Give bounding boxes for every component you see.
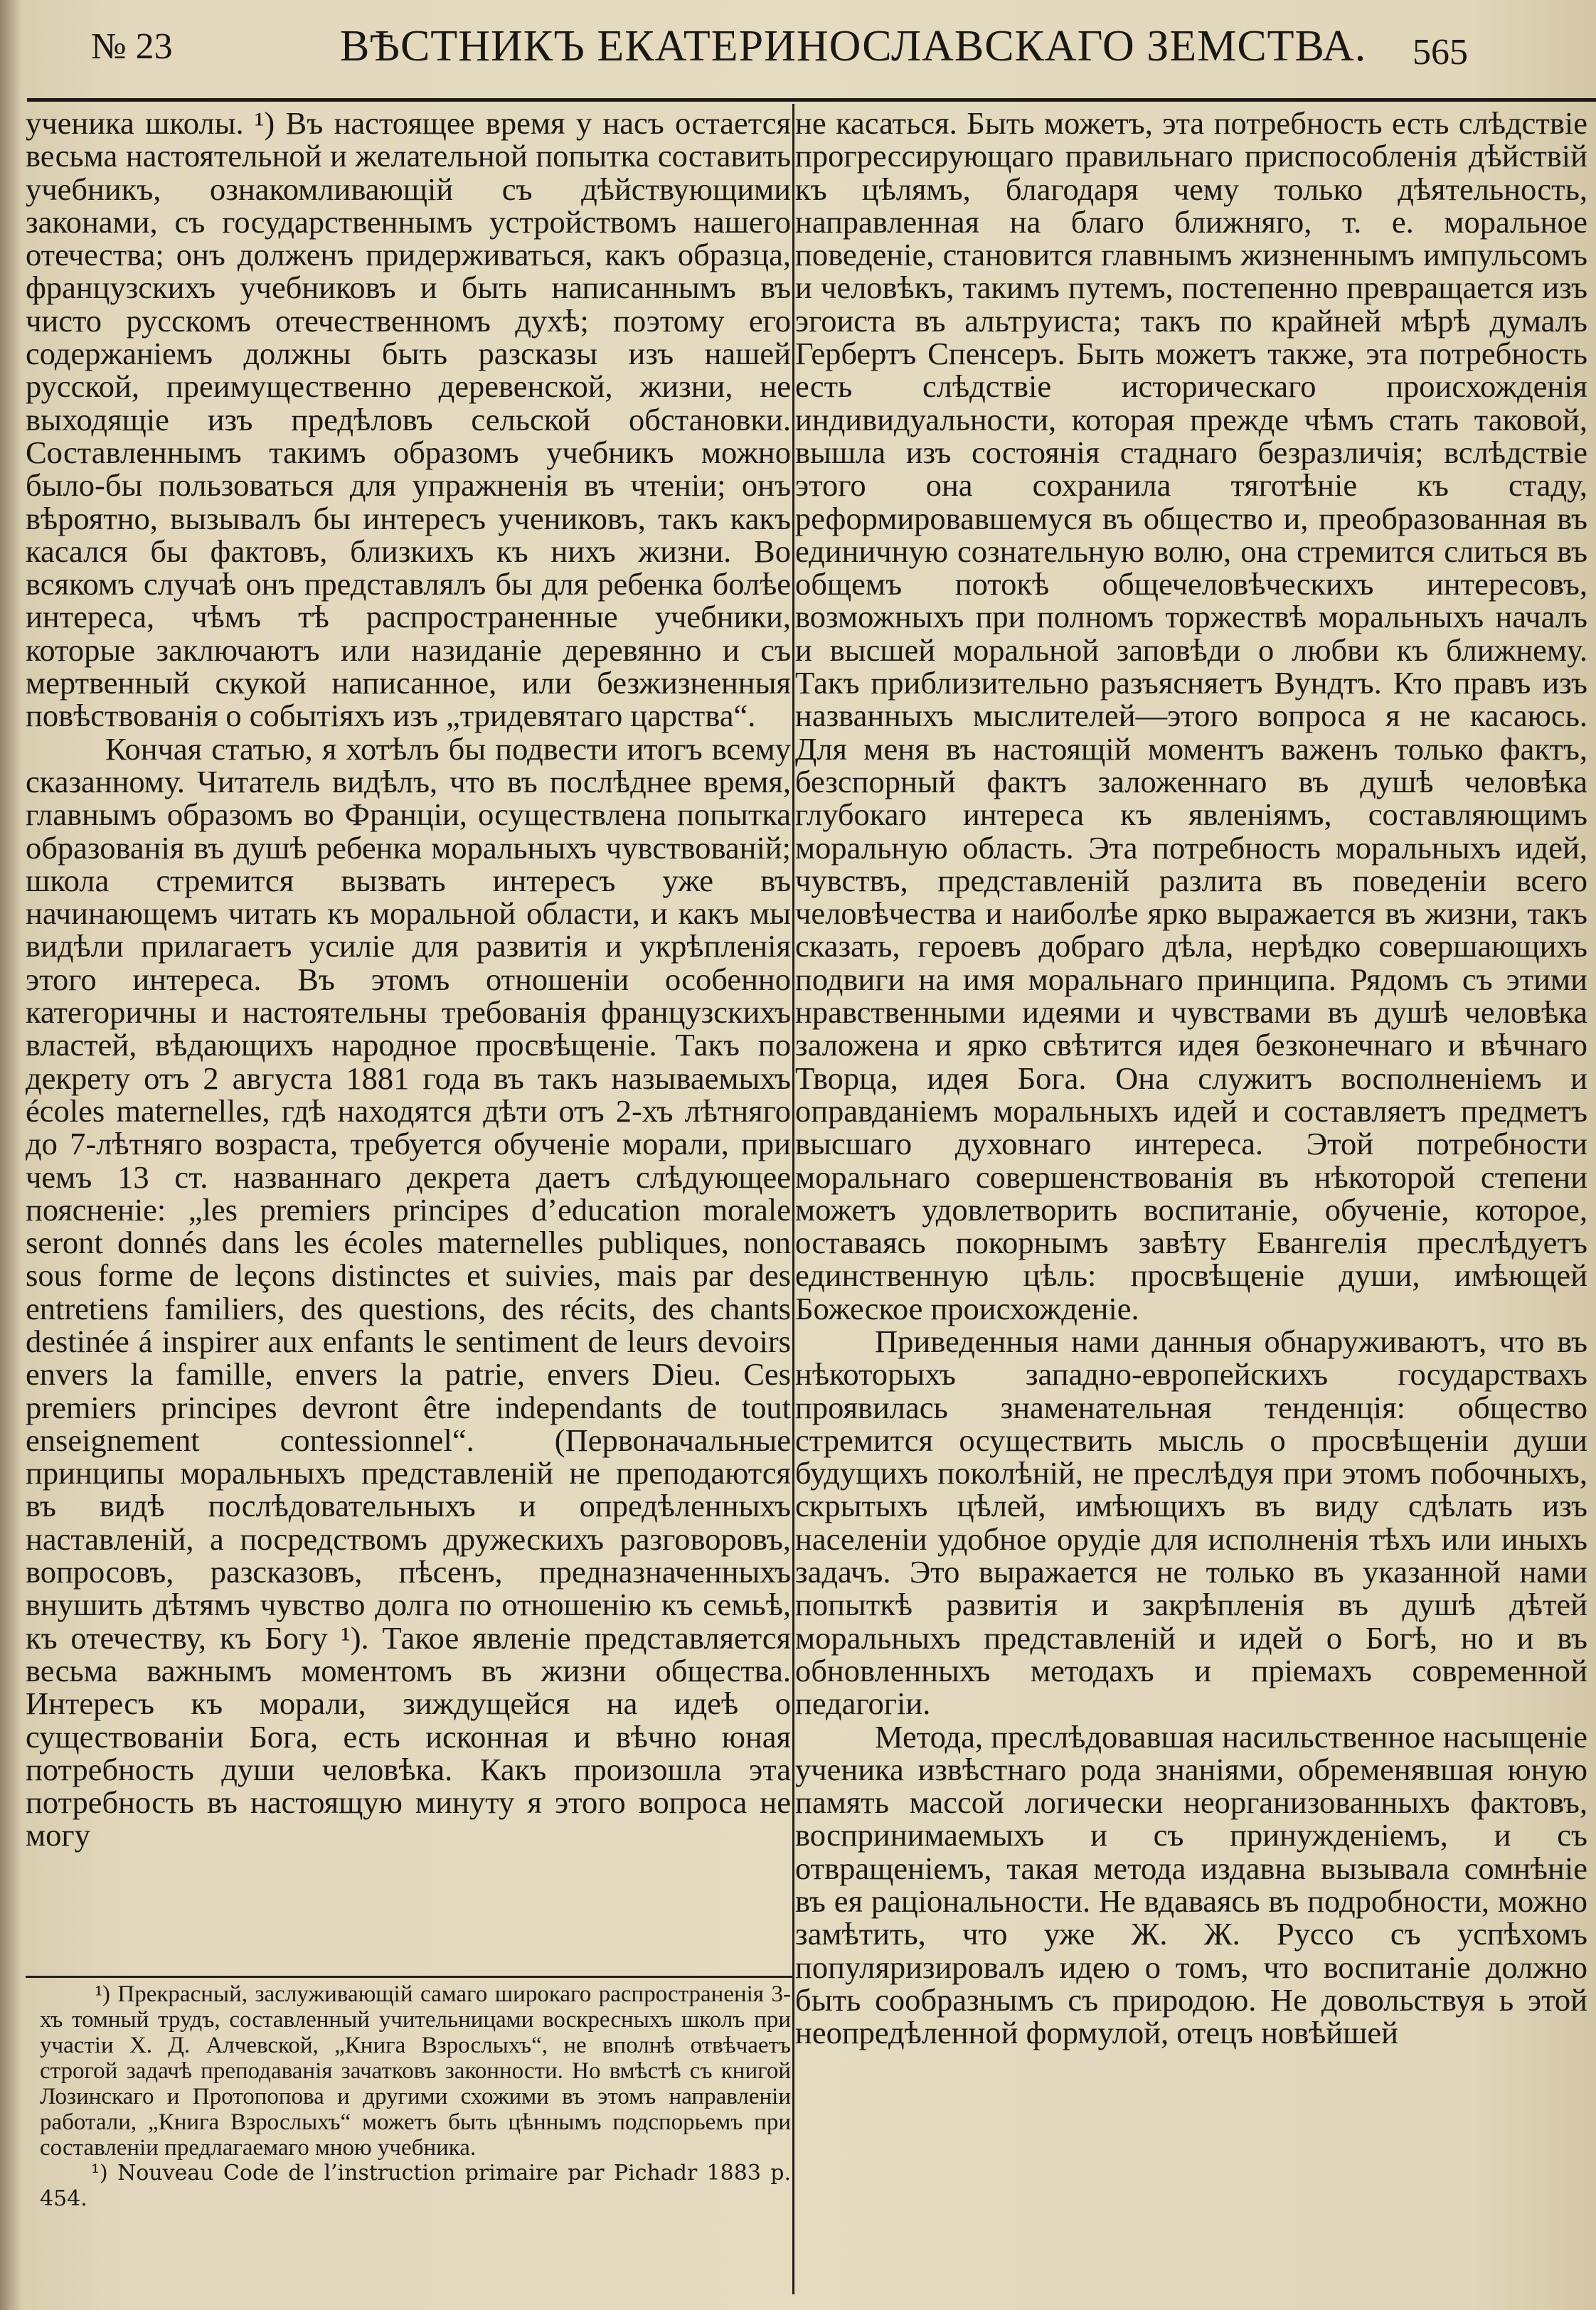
left-paragraph-2: Кончая статью, я хотѣлъ бы подвести итогъ всему сказанному. Читатель видѣлъ, что въ послѣднее время, главнымъ образомъ во Франціи, осуществлена попытка образованія въ душѣ ребенка моральныхъ чувствованій; школа стремится вызвать интересъ уже въ начинающемъ читать къ моральной области, и какъ мы видѣли прилагаетъ усиліе для развитія и укрѣпленія этого интереса. Въ этомъ отношеніи особенно категоричны и настоятельны требованія французскихъ властей, вѣдающихъ народное просвѣщеніе. Такъ по декрету отъ 2 августа 1881 года въ такъ называемыхъ écoles maternelles, гдѣ находятся дѣти отъ 2-хъ лѣтняго до 7-лѣтняго возраста, требуется обученіе морали, при чемъ 13 ст. названнаго декрета даетъ слѣдующее поясненіе: „les premiers principes d’education morale seront donnés dans les écoles maternelles publiques, non sous forme de leçons distinctes et suivies, mais par des entretiens familiers, des questions, des récits, des chants destinée á inspirer aux enfants le sentiment de leurs devoirs envers la famille, envers la patrie, envers Dieu. Ces premiers principes devront être independants de tout enseignement contessionnel“. (Первоначальные принципы моральныхъ представленій не преподаются въ видѣ послѣдовательныхъ и опредѣленныхъ наставленій, а посредствомъ дружескихъ разговоровъ, вопросовъ, разсказовъ, пѣсенъ, предназначенныхъ внушить дѣтямъ чувство долга по отношенію къ семьѣ, къ отечеству, къ Богу ¹). Такое явленіе представляется весьма важнымъ моментомъ въ жизни общества. Интересъ къ морали, зиждущейся на идеѣ о существованіи Бога, есть исконная и вѣчно юная потребность души человѣка. Какъ произошла эта потребность въ настоящую минуту я этого вопроса не могу [26, 730, 791, 1853]
right-paragraph-2: Приведенныя нами данныя обнаруживаютъ, что въ нѣкоторыхъ западно-европейскихъ государствахъ проявилась знаменательная тенденція: общество стремится осуществить мысль о просвѣщеніи души будущихъ поколѣній, не преслѣдуя при этомъ побочныхъ, скрытыхъ цѣлей, имѣющихъ въ виду сдѣлать изъ населеніи удобное орудіе для исполненія тѣхъ или иныхъ задачъ. Это выражается не только въ указанной нами попыткѣ развитія и закрѣпленія въ душѣ дѣтей моральныхъ представленій и идей о Богѣ, но и въ обновленныхъ методахъ и пріемахъ современной педагогіи. [795, 1323, 1587, 1722]
footnote-2: ¹) Nouveau Code de l’instruction primaire par Pichadr 1883 p. 454. [40, 2161, 791, 2211]
footnotes [40, 1981, 791, 2212]
page-edge-shadow [0, 0, 21, 2310]
right-paragraph-1: не касаться. Быть можетъ, эта потребность есть слѣдствіе прогрессирующаго правильнаго приспособленія дѣйствій къ цѣлямъ, благодаря чему только дѣятельность, направленная на благо ближняго, т. е. моральное поведеніе, становится главнымъ жизненнымъ импульсомъ и человѣкъ, такимъ путемъ, постепенно превращается изъ эгоиста въ альтруиста; такъ по крайней мѣрѣ думалъ Гербертъ Спенсеръ. Быть можетъ также, эта потребность есть слѣдствіе историческаго происхожденія индивидуальности, которая прежде чѣмъ стать таковой, вышла изъ состоянія стаднаго безразличія; вслѣдствіе этого она сохранила тяготѣніе къ стаду, реформировавшемуся въ общество и, преобразованная въ единичную сознательную волю, она стремится слиться въ общемъ потокѣ общечеловѣческихъ интересовъ, возможныхъ при полномъ торжествѣ моральныхъ началъ и высшей моральной заповѣди о любви къ ближнему. Такъ приблизительно разъясняетъ Вундтъ. Кто правъ изъ названныхъ мыслителей—этого вопроса я не касаюсь. Для меня въ настоящій моментъ важенъ только фактъ, безспорный фактъ заложеннаго въ душѣ человѣка глубокаго интереса къ явленіямъ, составляющимъ моральную область. Эта потребность моральныхъ идей, чувствъ, представленій разлита въ поведеніи всего человѣчества и наиболѣе ярко выражается въ жизни, такъ сказать, героевъ добраго дѣла, нерѣдко совершающихъ подвиги на имя моральнаго принципа. Рядомъ съ этими нравственными идеями и чувствами въ душѣ человѣка заложена и ярко свѣтится идея безконечнаго и вѣчнаго Творца, идея Бога. Она служитъ восполненіемъ и оправданіемъ моральныхъ идей и составляетъ предметъ высшаго духовнаго интереса. Этой потребности моральнаго совершенствованія въ нѣкоторой степени можетъ удовлетворить воспитаніе, обученіе, которое, оставаясь покорнымъ завѣту Евангелія преслѣдуетъ единственную цѣль: просвѣщеніе души, имѣющей Божеское происхожденіе. [795, 105, 1587, 1326]
issue-number: № 23 [91, 26, 173, 67]
page-number: 565 [1413, 32, 1468, 73]
footnote-rule [26, 1976, 792, 1978]
publication-title: ВѢСТНИКЪ ЕКАТЕРИНОСЛАВСКАГО ЗЕМСТВА. [340, 22, 1367, 70]
column-divider [792, 104, 794, 2294]
right-paragraph-3: Метода, преслѣдовавшая насильственное насыщеніе ученика извѣстнаго рода знаніями, обременявшая юную память массой логически неорганизованныхъ фактовъ, воспринимаемыхъ и съ принужденіемъ, и съ отвращеніемъ, такая метода издавна вызывала сомнѣніе въ ея раціональности. Не вдаваясь въ подробности, можно замѣтить, что уже Ж. Ж. Руссо съ успѣхомъ популяризировалъ идею о томъ, что воспитаніе должно быть сообразнымъ съ природою. Не довольствуя ь этой неопредѣленной формулой, отецъ новѣйшей [795, 1718, 1587, 2051]
footnote-1: ¹) Прекрасный, заслуживающій самаго широкаго распространенія 3-хъ томный трудъ, составленный учительницами воскресныхъ школъ при участіи Х. Д. Алчевской, „Книга Взрослыхъ“, не вполнѣ отвѣчаетъ строгой задачѣ преподаванія зачатковъ законности. Но вмѣстѣ съ книгой Лозинскаго и Протопопова и другими схожими въ этомъ направленіи работали, „Книга Взрослыхъ“ можетъ быть цѣннымъ подспорьемъ при составленіи предлагаемаго мною учебника. [40, 1981, 791, 2161]
left-column [26, 107, 791, 1852]
left-paragraph-1: ученика школы. ¹) Въ настоящее время у насъ остается весьма настоятельной и желательной попытка составить учебникъ, ознакомливающій съ дѣйствующими законами, съ государственнымъ устройствомъ нашего отечества; онъ долженъ придерживаться, какъ образца, французскихъ учебниковъ и быть написаннымъ въ чисто русскомъ отечественномъ духѣ; поэтому его содержаніемъ должны быть разсказы изъ нашей русской, преимущественно деревенской, жизни, не выходящіе изъ предѣловъ сельской обстановки. Составленнымъ такимъ образомъ учебникъ можно было-бы пользоваться для упражненія въ чтеніи; онъ вѣроятно, вызывалъ бы интересъ учениковъ, такъ какъ касался бы фактовъ, близкихъ къ нихъ жизни. Во всякомъ случаѣ онъ представлялъ бы для ребенка болѣе интереса, чѣмъ тѣ распространенные учебники, которые заключаютъ или назиданіе деревянно и съ мертвенный скукой написанное, или безжизненныя повѣствованія о событіяхъ изъ „тридевятаго царства“. [26, 105, 791, 734]
right-column [795, 107, 1587, 2050]
header-rule [27, 98, 1596, 102]
